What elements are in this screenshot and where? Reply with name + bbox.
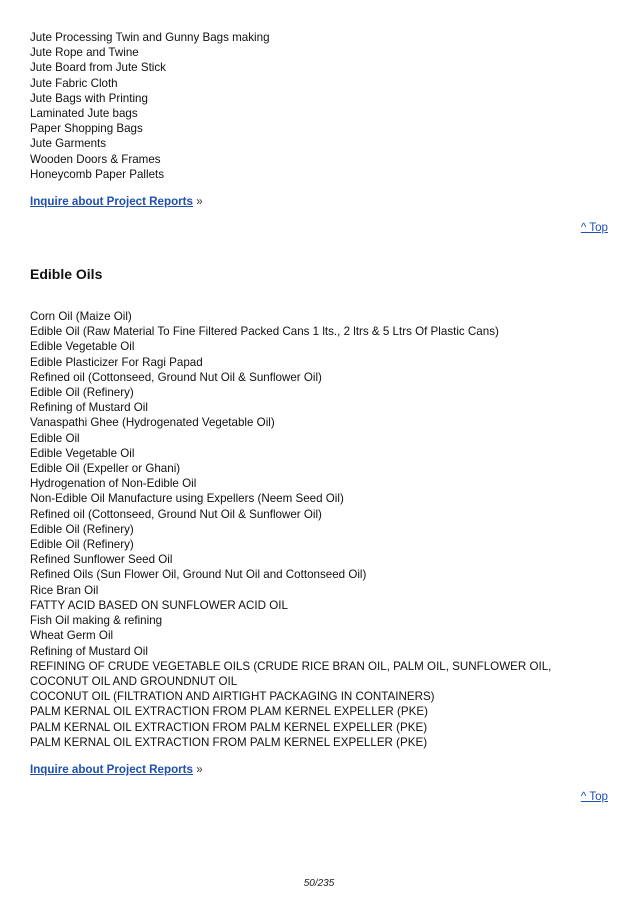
- list-item: Edible Oil (Refinery): [30, 522, 134, 536]
- jute-inquire-link[interactable]: Inquire about Project Reports: [30, 195, 193, 209]
- list-item: Paper Shopping Bags: [30, 122, 143, 136]
- list-item: Vanaspathi Ghee (Hydrogenated Vegetable Oil): [30, 416, 275, 430]
- list-item: Laminated Jute bags: [30, 107, 138, 121]
- oils-inquire-arrow: »: [196, 762, 203, 776]
- list-item: Edible Oil (Refinery): [30, 386, 134, 400]
- list-item: COCONUT OIL AND GROUNDNUT OIL: [30, 674, 238, 688]
- list-item: Edible Vegetable Oil: [30, 446, 135, 460]
- list-item: Non-Edible Oil Manufacture using Expellers (Neem Seed Oil): [30, 492, 344, 506]
- list-item: Edible Oil (Refinery): [30, 538, 134, 552]
- list-item: Refined oil (Cottonseed, Ground Nut Oil & Sunflower Oil): [30, 507, 322, 521]
- list-item: Jute Rope and Twine: [30, 46, 139, 60]
- list-item: Jute Fabric Cloth: [30, 76, 118, 90]
- oils-inquire-row: [30, 762, 608, 777]
- list-item: Jute Bags with Printing: [30, 91, 148, 105]
- list-item: Edible Oil (Expeller or Ghani): [30, 462, 181, 476]
- list-item: PALM KERNAL OIL EXTRACTION FROM PLAM KERNEL EXPELLER (PKE): [30, 705, 428, 719]
- jute-top-row: [30, 220, 608, 235]
- list-item: Rice Bran Oil: [30, 583, 99, 597]
- jute-inquire-arrow: »: [196, 195, 203, 209]
- jute-inquire-row: [30, 194, 608, 209]
- list-item: Edible Oil (Raw Material To Fine Filtered Packed Cans 1 lts., 2 ltrs & 5 Ltrs Of Plastic Cans): [30, 325, 499, 339]
- list-item: PALM KERNAL OIL EXTRACTION FROM PALM KERNEL EXPELLER (PKE): [30, 735, 428, 749]
- list-item: Jute Processing Twin and Gunny Bags making: [30, 31, 270, 44]
- document-page: [30, 30, 608, 804]
- list-item: Wheat Germ Oil: [30, 629, 114, 643]
- list-item: Wooden Doors & Frames: [30, 152, 161, 166]
- list-item: Jute Garments: [30, 137, 107, 151]
- list-item: Honeycomb Paper Pallets: [30, 167, 165, 181]
- edible-oils-list: [30, 309, 608, 750]
- list-item: Jute Board from Jute Stick: [30, 61, 166, 75]
- list-item: PALM KERNAL OIL EXTRACTION FROM PALM KERNEL EXPELLER (PKE): [30, 720, 428, 734]
- list-item: Refining of Mustard Oil: [30, 401, 148, 415]
- list-item: Refined oil (Cottonseed, Ground Nut Oil & Sunflower Oil): [30, 370, 322, 384]
- list-item: Edible Plasticizer For Ragi Papad: [30, 355, 203, 369]
- jute-top-link[interactable]: ^ Top: [580, 221, 608, 235]
- oils-inquire-link[interactable]: Inquire about Project Reports: [30, 762, 193, 776]
- list-item: COCONUT OIL (FILTRATION AND AIRTIGHT PACKAGING IN CONTAINERS): [30, 690, 435, 704]
- list-item: Refining of Mustard Oil: [30, 644, 148, 658]
- oils-top-row: [30, 789, 608, 804]
- list-item: Fish Oil making & refining: [30, 614, 163, 628]
- list-item: Refined Oils (Sun Flower Oil, Ground Nut Oil and Cottonseed Oil): [30, 568, 367, 582]
- page-number: 50/235: [303, 878, 335, 889]
- list-item: Edible Vegetable Oil: [30, 340, 135, 354]
- oils-top-link[interactable]: ^ Top: [580, 789, 608, 803]
- list-item: Edible Oil: [30, 431, 80, 445]
- list-item: Hydrogenation of Non-Edible Oil: [30, 477, 197, 491]
- list-item: REFINING OF CRUDE VEGETABLE OILS (CRUDE RICE BRAN OIL, PALM OIL, SUNFLOWER OIL,: [30, 659, 552, 673]
- list-item: FATTY ACID BASED ON SUNFLOWER ACID OIL: [30, 598, 288, 612]
- list-item: Refined Sunflower Seed Oil: [30, 553, 173, 567]
- list-item: Corn Oil (Maize Oil): [30, 310, 132, 324]
- edible-oils-heading: Edible Oils: [30, 266, 103, 283]
- jute-products-list: [30, 30, 608, 182]
